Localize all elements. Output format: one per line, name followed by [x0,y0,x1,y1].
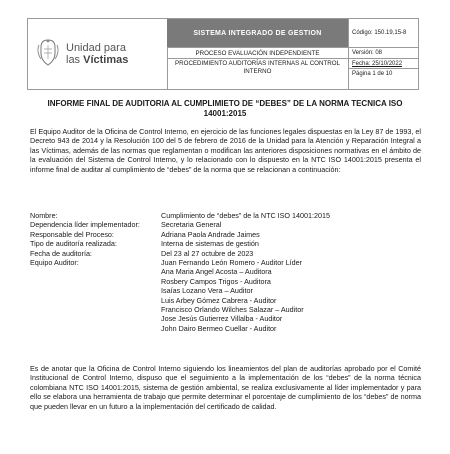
procedure-title: PROCEDIMIENTO AUDITORÍAS INTERNAS AL CONTROL INTERNO [167,58,349,89]
info-value: Ana Maria Angel Acosta – Auditora [161,267,272,277]
logo-cell [28,19,168,89]
closing-paragraph: Es de anotar que la Oficina de Control Interno siguiendo los lineamientos del plan de auditorías aprobado por el Comité Institucional de Control Interno, dispuso que el seguimiento a la implementación de los “debes” de la norma técnica colombiana NTC ISO 14001:2015, sistema de gestión ambiental, se realiza exclusivamente al líder implementador y para ello se elabora una herramienta de trabajo que permite determinar el porcentaje de cumplimiento de los “debes” de norma que pueden llevar en un futuro a la implementación del certificado de calidad. [30,364,421,411]
info-row [30,314,422,323]
logo-text-las: las [66,54,84,66]
intro-paragraph: El Equipo Auditor de la Oficina de Control Interno, en ejercicio de las funciones legales dispuestas en la Ley 87 de 1993, el Decreto 943 de 2014 y la Resolución 100 del 5 de febrero de 2016 de la Unidad para la Atención y Reparación Integral a las Víctimas, además de las normas que reglamentan o modifican las anteriores disposiciones normativas en el ámbito de la evaluación del Sistema de Control Interno, y lo relacionado con lo dispuesto en la NTC ISO 14001:2015 presenta el informe final de auditar al cumplimiento de “debes” de la norma que se relacionan a continuación: [30,127,421,174]
info-label [30,314,161,323]
document-version: Versión: 08 [349,47,418,58]
info-label: Responsable del Proceso: [30,229,114,239]
info-label [30,324,161,333]
info-value: Secretaria General [161,220,222,230]
info-row [30,277,422,286]
system-title: SISTEMA INTEGRADO DE GESTION [167,19,349,47]
info-row [30,220,422,229]
info-label [30,267,161,276]
info-value: Del 23 al 27 octubre de 2023 [161,248,254,258]
info-label: Dependencia líder implementador: [30,220,140,230]
process-title: PROCESO EVALUACIÓN INDEPENDIENTE [167,47,349,58]
document-code: Código: 150.19,15-8 [352,30,407,36]
info-value: Isaías Lozano Vera – Auditor [161,286,253,296]
info-value: Francisco Orlando Wilches Salazar – Auditor [161,305,304,315]
info-row [30,305,422,314]
logo-text-line1: Unidad para [66,42,126,54]
info-label: Equipo Auditor: [30,258,79,268]
info-value: John Dairo Bermeo Cuellar - Auditor [161,323,277,333]
info-label: Nombre: [30,211,58,220]
info-row [30,230,422,239]
page-number: Página 1 de 10 [349,68,418,78]
unidad-victimas-logo [36,35,161,75]
info-value: Interna de sistemas de gestión [161,239,259,249]
audit-info-list [30,211,422,333]
info-label [30,277,161,286]
info-row [30,324,422,333]
info-row [30,258,422,267]
logo-text-victimas: Víctimas [83,54,129,66]
info-row [30,211,422,220]
info-row [30,286,422,295]
info-label [30,296,161,305]
info-value: Jose Jesús Gutierrez Villalba - Auditor [161,314,283,324]
report-title: INFORME FINAL DE AUDITORIA AL CUMPLIMIETO DE “DEBES” DE LA NORMA TECNICA ISO 14001:2015 [47,99,403,118]
info-label [30,286,161,295]
info-label: Fecha de auditoría: [30,248,92,258]
info-value: Rosbery Campos Trigos - Auditora [161,276,271,286]
document-header [27,18,419,90]
info-row [30,239,422,248]
logo-text-line2 [66,54,128,66]
coat-of-arms-icon [36,37,60,67]
document-date: Fecha: 25/10/2022 [349,58,418,68]
info-row [30,296,422,305]
info-label: Tipo de auditoría realizada: [30,239,117,249]
info-value: Luis Arbey Gómez Cabrera - Auditor [161,295,277,305]
info-row [30,249,422,258]
info-value: Adriana Paola Andrade Jaimes [161,229,260,239]
info-value: Juan Fernando León Romero - Auditor Líder [161,258,303,268]
info-value: Cumplimiento de “debes” de la NTC ISO 14001:2015 [161,211,330,220]
info-label [30,305,161,314]
info-row [30,267,422,276]
